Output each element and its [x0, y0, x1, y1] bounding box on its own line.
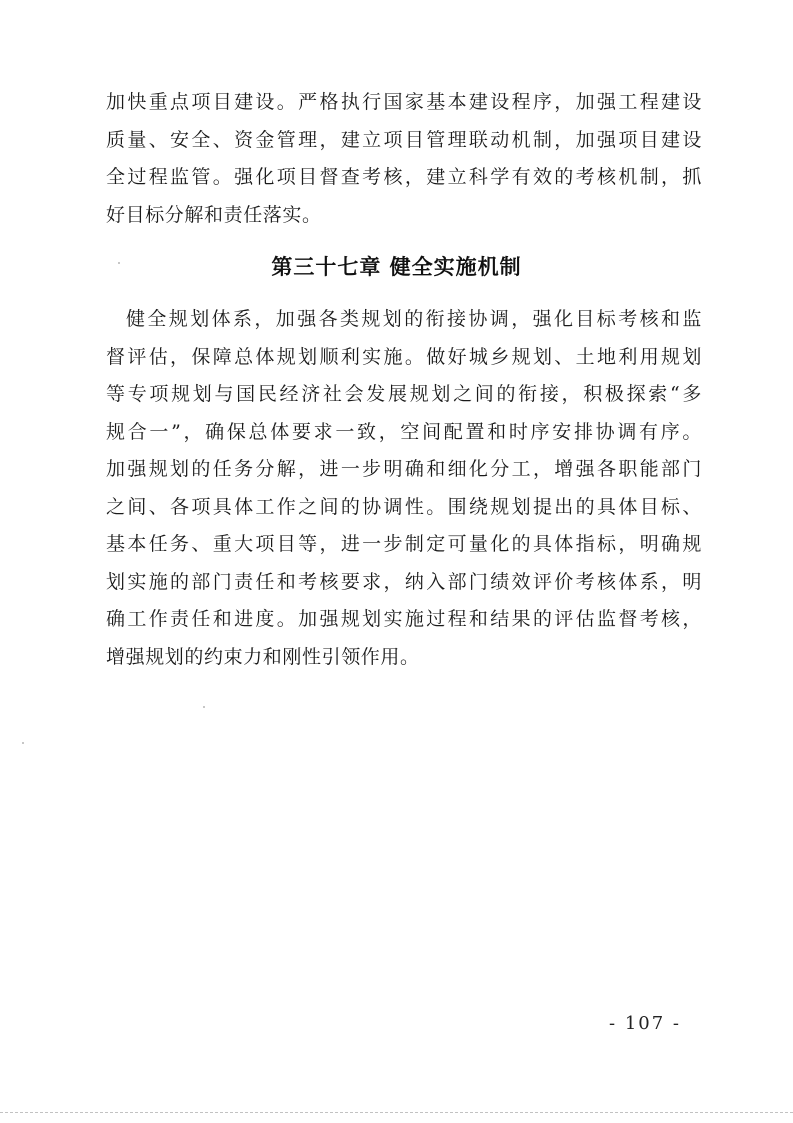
text-line: 之间、各项具体工作之间的协调性。围绕规划提出的具体目标、 [106, 495, 702, 518]
text-line: 质量、安全、资金管理，建立项目管理联动机制，加强项目建设 [106, 128, 702, 151]
text-line: 加强规划的任务分解，进一步明确和细化分工，增强各职能部门 [106, 458, 702, 480]
text-line: 增强规划的约束力和刚性引领作用。 [106, 645, 420, 668]
text-line: 确工作责任和进度。加强规划实施过程和结果的评估监督考核， [106, 608, 702, 630]
text-line: 基本任务、重大项目等，进一步制定可量化的具体指标，明确规 [106, 533, 702, 555]
text-line: 规合一”，确保总体要求一致，空间配置和时序安排协调有序。 [106, 420, 702, 443]
text-line: 督评估，保障总体规划顺利实施。做好城乡规划、土地利用规划 [106, 345, 702, 368]
scan-speck [203, 706, 205, 708]
page-number: - 107 - [609, 1013, 681, 1034]
scan-speck [22, 742, 24, 744]
chapter-heading: 第三十七章 健全实施机制 [271, 255, 522, 279]
text-line: 等专项规划与国民经济社会发展规划之间的衔接，积极探索“多 [106, 383, 702, 405]
text-line: 健全规划体系，加强各类规划的衔接协调，强化目标考核和监 [126, 308, 702, 330]
text-line: 加快重点项目建设。严格执行国家基本建设程序，加强工程建设 [106, 91, 702, 113]
text-line: 划实施的部门责任和考核要求，纳入部门绩效评价考核体系，明 [106, 570, 702, 593]
scan-edge-artifact [0, 1108, 793, 1113]
text-line: 好目标分解和责任落实。 [106, 203, 322, 226]
paragraph-project-construction [106, 84, 702, 234]
paragraph-implementation-mechanism [106, 301, 702, 676]
scan-speck [118, 262, 120, 264]
text-line: 全过程监管。强化项目督查考核，建立科学有效的考核机制，抓 [106, 166, 702, 188]
